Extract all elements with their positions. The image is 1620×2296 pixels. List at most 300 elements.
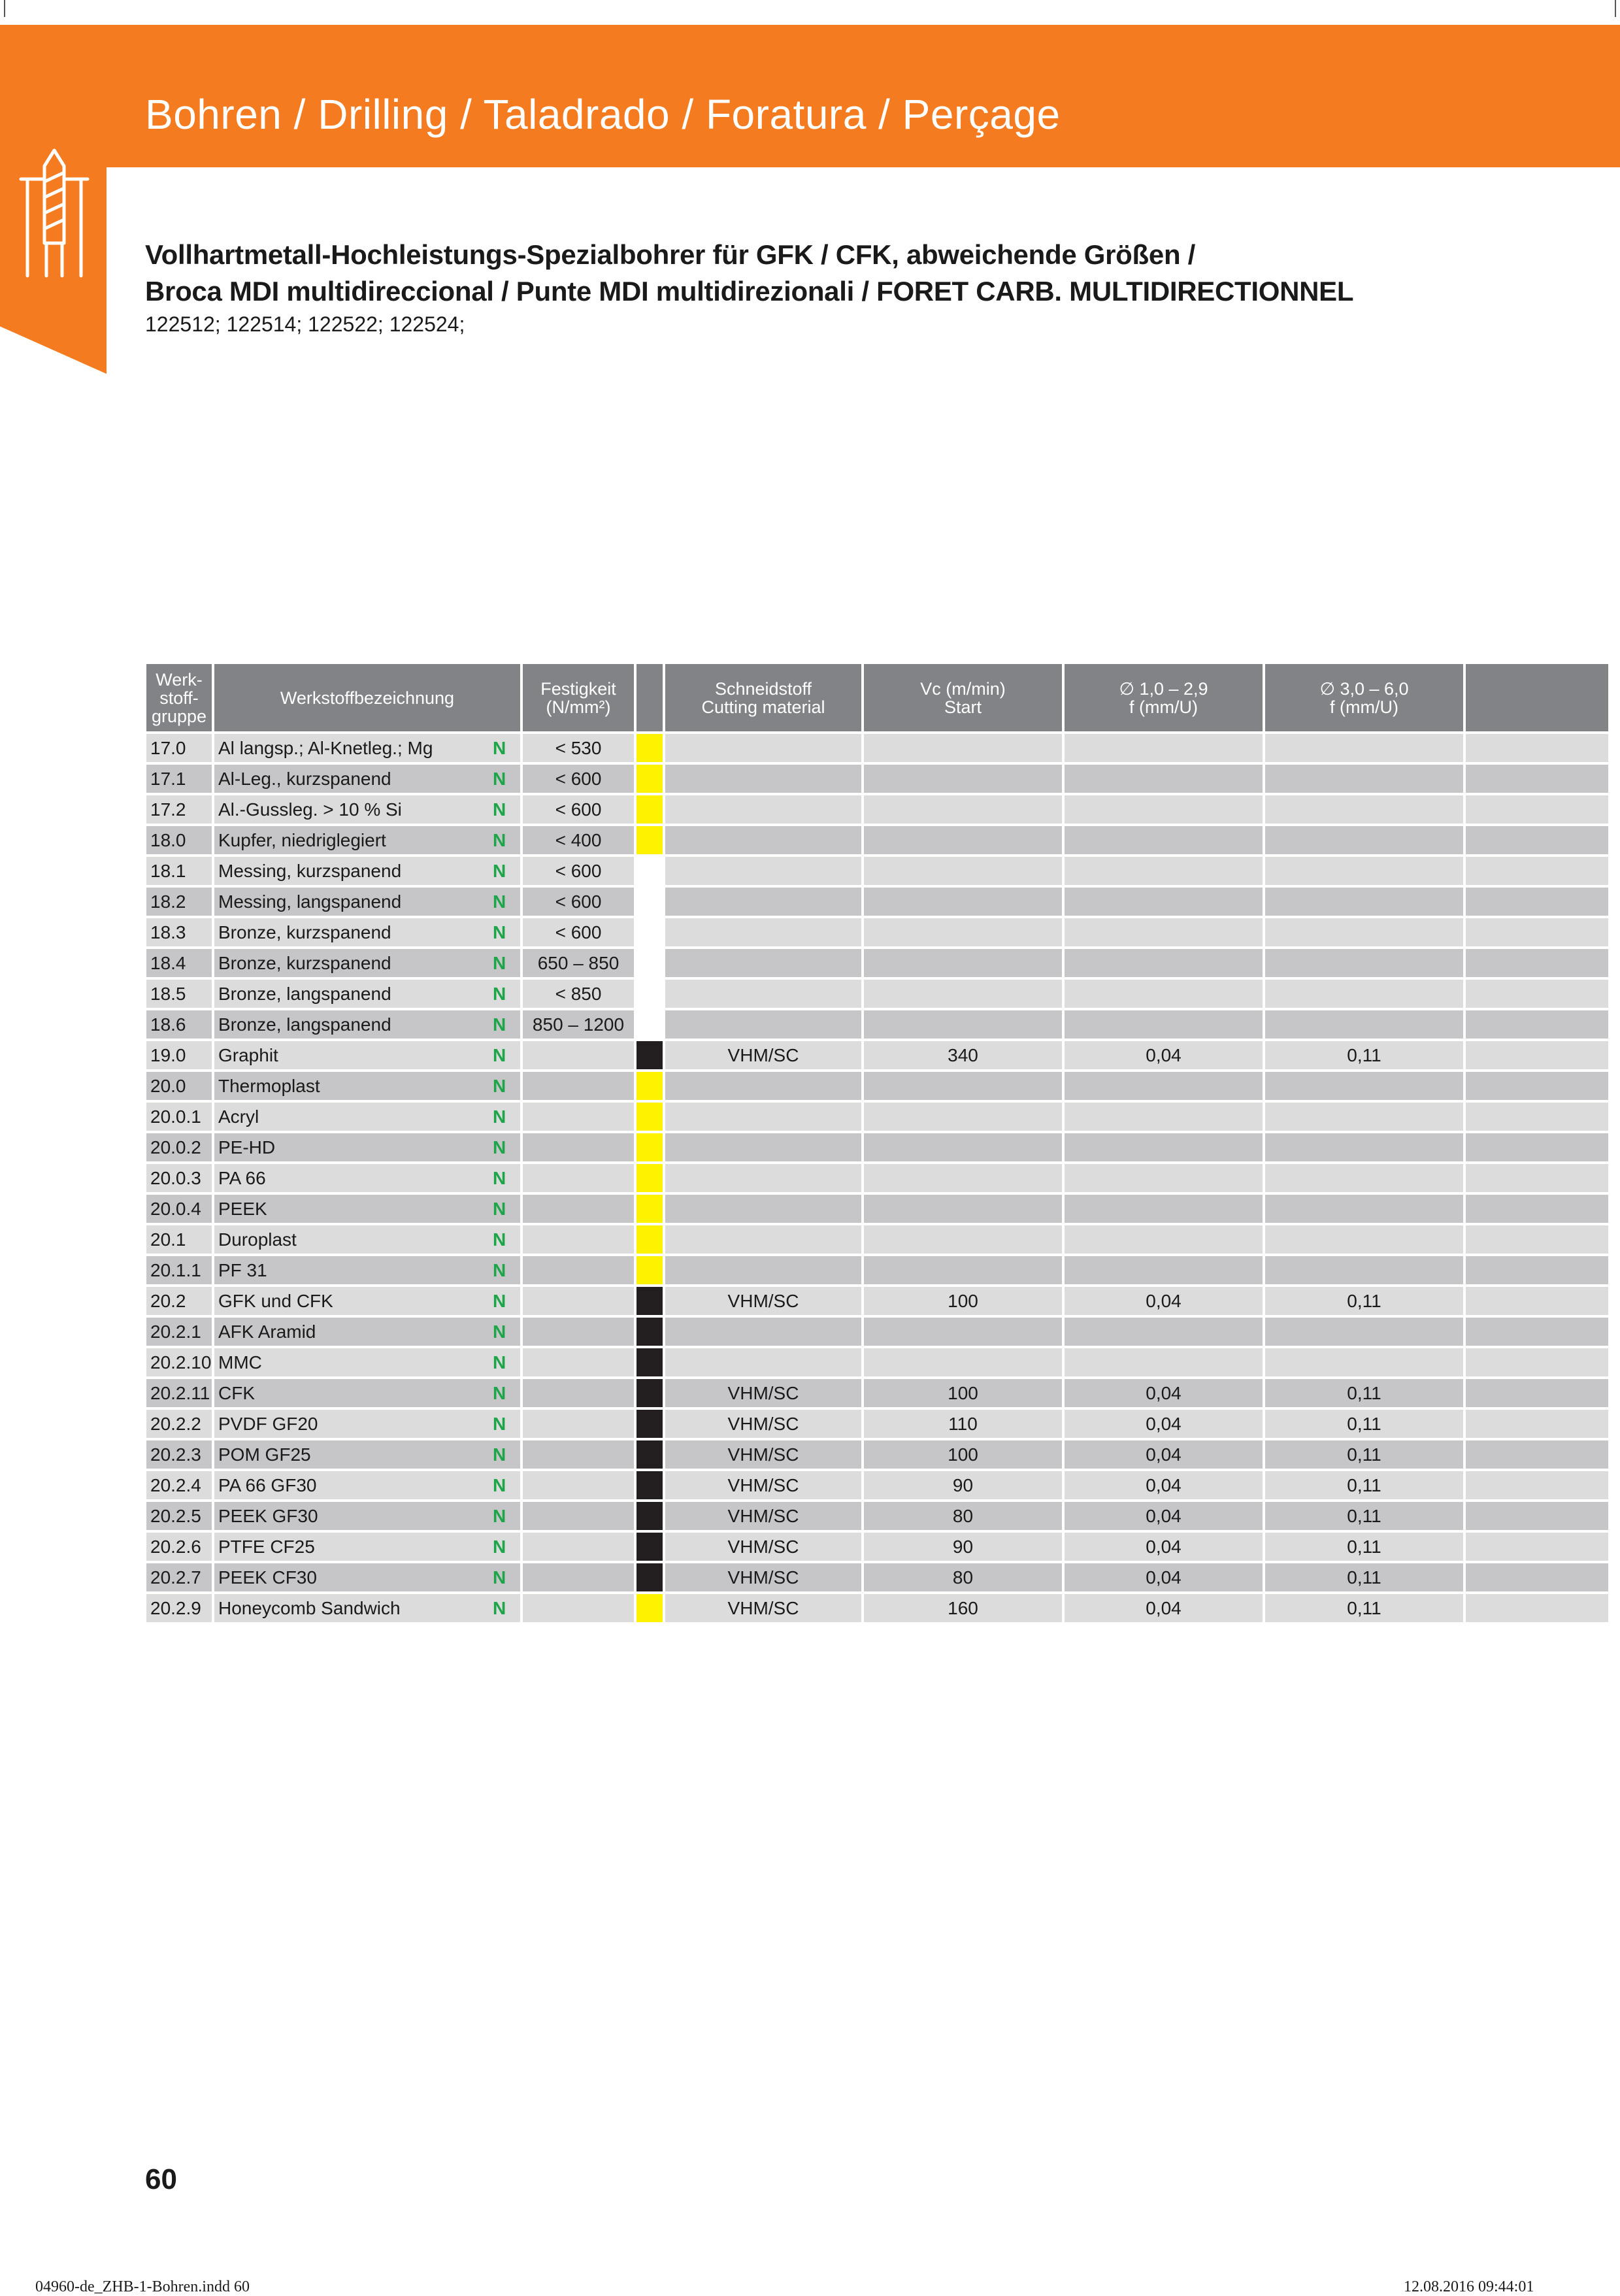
material-group-cell: 18.1 <box>146 857 212 885</box>
feed-small-cell <box>1065 1256 1263 1284</box>
cutting-speed-cell: 100 <box>864 1379 1062 1407</box>
material-name-cell <box>214 1225 520 1254</box>
material-name: PVDF GF20 <box>218 1413 318 1434</box>
crop-mark-left <box>0 0 5 17</box>
material-group-cell: 20.2.1 <box>146 1318 212 1346</box>
cutting-material-cell <box>665 1256 861 1284</box>
table-row <box>146 1041 1608 1069</box>
suitability-indicator <box>636 1348 663 1376</box>
material-name-cell <box>214 1318 520 1346</box>
material-name-cell <box>214 1440 520 1469</box>
material-name: Bronze, langspanend <box>218 1014 391 1035</box>
material-group-cell: 20.0.4 <box>146 1195 212 1223</box>
cutting-speed-cell <box>864 826 1062 854</box>
material-class-badge: N <box>493 1259 506 1280</box>
material-name-cell <box>214 826 520 854</box>
material-group-cell: 20.1.1 <box>146 1256 212 1284</box>
material-group-cell: 17.2 <box>146 795 212 824</box>
cutting-speed-cell <box>864 1103 1062 1131</box>
feed-large-cell <box>1265 888 1463 916</box>
cutting-speed-cell <box>864 765 1062 793</box>
empty-cell <box>1466 1533 1608 1561</box>
material-name: PE-HD <box>218 1137 276 1157</box>
feed-large-cell: 0,11 <box>1265 1440 1463 1469</box>
empty-cell <box>1466 1133 1608 1161</box>
cutting-speed-cell <box>864 734 1062 762</box>
material-class-badge: N <box>493 799 506 820</box>
empty-cell <box>1466 1471 1608 1499</box>
header-indicator <box>636 664 663 731</box>
empty-cell <box>1466 1041 1608 1069</box>
material-name: Thermoplast <box>218 1075 320 1096</box>
material-name-cell <box>214 1164 520 1192</box>
table-row <box>146 1225 1608 1254</box>
table-row <box>146 1318 1608 1346</box>
empty-cell <box>1466 1594 1608 1622</box>
material-name-cell <box>214 1287 520 1315</box>
table-row <box>146 857 1608 885</box>
material-class-badge: N <box>493 1044 506 1065</box>
cutting-speed-cell <box>864 857 1062 885</box>
feed-small-cell: 0,04 <box>1065 1041 1263 1069</box>
empty-cell <box>1466 1502 1608 1530</box>
feed-large-cell <box>1265 857 1463 885</box>
feed-large-cell <box>1265 1010 1463 1039</box>
material-name-cell <box>214 888 520 916</box>
print-timestamp: 12.08.2016 09:44:01 <box>1404 2278 1534 2295</box>
material-name-cell <box>214 1594 520 1622</box>
material-class-badge: N <box>493 1229 506 1250</box>
suitability-indicator <box>636 980 663 1008</box>
material-group-cell: 17.1 <box>146 765 212 793</box>
material-class-badge: N <box>493 1505 506 1526</box>
material-name: Bronze, kurzspanend <box>218 952 391 973</box>
empty-cell <box>1466 765 1608 793</box>
table-row <box>146 765 1608 793</box>
section-title: Bohren / Drilling / Taladrado / Foratura / Perçage <box>145 91 1061 138</box>
material-class-badge: N <box>493 891 506 912</box>
feed-large-cell <box>1265 734 1463 762</box>
material-name-cell <box>214 1379 520 1407</box>
table-row <box>146 1533 1608 1561</box>
material-name: Al langsp.; Al-Knetleg.; Mg <box>218 737 433 758</box>
table-row <box>146 1287 1608 1315</box>
feed-small-cell <box>1065 1348 1263 1376</box>
header-feed-small-diameter: ∅ 1,0 – 2,9 f (mm/U) <box>1065 664 1263 731</box>
empty-cell <box>1466 1010 1608 1039</box>
feed-small-cell: 0,04 <box>1065 1440 1263 1469</box>
material-name-cell <box>214 1533 520 1561</box>
empty-cell <box>1466 1195 1608 1223</box>
strength-cell <box>523 1256 634 1284</box>
material-group-cell: 20.2.7 <box>146 1563 212 1591</box>
material-class-badge: N <box>493 1444 506 1465</box>
cutting-material-cell <box>665 765 861 793</box>
material-name: PEEK GF30 <box>218 1505 318 1526</box>
feed-small-cell: 0,04 <box>1065 1410 1263 1438</box>
material-group-cell: 20.2.6 <box>146 1533 212 1561</box>
table-row <box>146 1594 1608 1622</box>
page-number: 60 <box>145 2163 177 2195</box>
cutting-speed-cell: 100 <box>864 1440 1062 1469</box>
material-name-cell <box>214 857 520 885</box>
material-name: Bronze, langspanend <box>218 983 391 1004</box>
cutting-material-cell: VHM/SC <box>665 1563 861 1591</box>
feed-large-cell: 0,11 <box>1265 1471 1463 1499</box>
suitability-indicator <box>636 765 663 793</box>
cutting-material-cell <box>665 1133 861 1161</box>
strength-cell <box>523 1502 634 1530</box>
strength-cell <box>523 1041 634 1069</box>
material-group-cell: 20.1 <box>146 1225 212 1254</box>
material-class-badge: N <box>493 829 506 850</box>
feed-large-cell: 0,11 <box>1265 1379 1463 1407</box>
material-name-cell <box>214 949 520 977</box>
suitability-indicator <box>636 1379 663 1407</box>
suitability-indicator <box>636 1103 663 1131</box>
material-group-cell: 20.2.10 <box>146 1348 212 1376</box>
feed-small-cell: 0,04 <box>1065 1287 1263 1315</box>
product-heading-line1: Vollhartmetall-Hochleistungs-Spezialbohrer für GFK / CFK, abweichende Größen / <box>145 239 1196 270</box>
material-name: Messing, kurzspanend <box>218 860 402 881</box>
cutting-speed-cell <box>864 1133 1062 1161</box>
material-group-cell: 18.3 <box>146 918 212 946</box>
drill-bit-icon <box>18 148 90 282</box>
material-group-cell: 19.0 <box>146 1041 212 1069</box>
strength-cell <box>523 1471 634 1499</box>
feed-small-cell <box>1065 826 1263 854</box>
material-class-badge: N <box>493 1474 506 1495</box>
suitability-indicator <box>636 1533 663 1561</box>
material-name: PA 66 GF30 <box>218 1474 317 1495</box>
material-name-cell <box>214 1256 520 1284</box>
material-name-cell <box>214 1502 520 1530</box>
header-strength: Festigkeit (N/mm²) <box>523 664 634 731</box>
empty-cell <box>1466 918 1608 946</box>
empty-cell <box>1466 1072 1608 1100</box>
feed-small-cell <box>1065 857 1263 885</box>
material-class-badge: N <box>493 1413 506 1434</box>
feed-small-cell <box>1065 734 1263 762</box>
material-name-cell <box>214 1348 520 1376</box>
material-group-cell: 18.5 <box>146 980 212 1008</box>
feed-large-cell <box>1265 980 1463 1008</box>
header-empty <box>1466 664 1608 731</box>
strength-cell <box>523 1287 634 1315</box>
strength-cell <box>523 1563 634 1591</box>
material-name: Honeycomb Sandwich <box>218 1597 401 1618</box>
empty-cell <box>1466 1348 1608 1376</box>
feed-large-cell <box>1265 1072 1463 1100</box>
material-class-badge: N <box>493 1290 506 1311</box>
suitability-indicator <box>636 1440 663 1469</box>
strength-cell: < 850 <box>523 980 634 1008</box>
material-name: Duroplast <box>218 1229 297 1250</box>
table-row <box>146 949 1608 977</box>
suitability-indicator <box>636 1072 663 1100</box>
cutting-material-cell: VHM/SC <box>665 1410 861 1438</box>
material-name: Kupfer, niedriglegiert <box>218 829 386 850</box>
feed-large-cell: 0,11 <box>1265 1041 1463 1069</box>
material-class-badge: N <box>493 1597 506 1618</box>
material-class-badge: N <box>493 1198 506 1219</box>
table-row <box>146 1471 1608 1499</box>
cutting-material-cell <box>665 1164 861 1192</box>
header-material-designation: Werkstoffbezeichnung <box>214 664 520 731</box>
strength-cell: < 600 <box>523 888 634 916</box>
feed-small-cell <box>1065 1225 1263 1254</box>
feed-small-cell: 0,04 <box>1065 1379 1263 1407</box>
file-info: 04960-de_ZHB-1-Bohren.indd 60 <box>35 2278 250 2295</box>
strength-cell: < 600 <box>523 857 634 885</box>
table-row <box>146 1440 1608 1469</box>
cutting-speed-cell: 80 <box>864 1502 1062 1530</box>
cutting-material-cell <box>665 888 861 916</box>
cutting-speed-cell: 90 <box>864 1471 1062 1499</box>
material-name-cell <box>214 1410 520 1438</box>
table-row <box>146 1103 1608 1131</box>
material-name: Bronze, kurzspanend <box>218 922 391 942</box>
material-name-cell <box>214 1072 520 1100</box>
table-row <box>146 1348 1608 1376</box>
cutting-data-table <box>144 661 1611 1625</box>
suitability-indicator <box>636 1256 663 1284</box>
table-row <box>146 1195 1608 1223</box>
strength-cell <box>523 1225 634 1254</box>
crop-mark-right <box>1615 0 1620 17</box>
empty-cell <box>1466 888 1608 916</box>
material-group-cell: 20.2.3 <box>146 1440 212 1469</box>
material-name-cell <box>214 1103 520 1131</box>
table-row <box>146 734 1608 762</box>
cutting-speed-cell: 90 <box>864 1533 1062 1561</box>
material-class-badge: N <box>493 737 506 758</box>
cutting-speed-cell <box>864 980 1062 1008</box>
suitability-indicator <box>636 918 663 946</box>
cutting-material-cell <box>665 1195 861 1223</box>
empty-cell <box>1466 795 1608 824</box>
cutting-speed-cell <box>864 1318 1062 1346</box>
feed-small-cell <box>1065 888 1263 916</box>
material-class-badge: N <box>493 1075 506 1096</box>
strength-cell <box>523 1195 634 1223</box>
cutting-speed-cell <box>864 1010 1062 1039</box>
empty-cell <box>1466 826 1608 854</box>
strength-cell: < 600 <box>523 795 634 824</box>
cutting-material-cell: VHM/SC <box>665 1502 861 1530</box>
feed-large-cell: 0,11 <box>1265 1502 1463 1530</box>
product-heading <box>145 237 1353 310</box>
material-name-cell <box>214 1010 520 1039</box>
cutting-material-cell: VHM/SC <box>665 1471 861 1499</box>
cutting-material-cell <box>665 826 861 854</box>
strength-cell: < 600 <box>523 765 634 793</box>
feed-large-cell: 0,11 <box>1265 1594 1463 1622</box>
cutting-material-cell <box>665 1072 861 1100</box>
cutting-material-cell: VHM/SC <box>665 1287 861 1315</box>
article-numbers: 122512; 122514; 122522; 122524; <box>145 312 465 336</box>
cutting-speed-cell: 340 <box>864 1041 1062 1069</box>
strength-cell: < 400 <box>523 826 634 854</box>
material-class-badge: N <box>493 1536 506 1557</box>
material-class-badge: N <box>493 922 506 942</box>
strength-cell: 650 – 850 <box>523 949 634 977</box>
material-name: Graphit <box>218 1044 278 1065</box>
table-row <box>146 1072 1608 1100</box>
empty-cell <box>1466 1287 1608 1315</box>
suitability-indicator <box>636 1318 663 1346</box>
material-name: Acryl <box>218 1106 259 1127</box>
strength-cell <box>523 1594 634 1622</box>
material-name: Al-Leg., kurzspanend <box>218 768 391 789</box>
feed-small-cell <box>1065 949 1263 977</box>
suitability-indicator <box>636 1287 663 1315</box>
material-name-cell <box>214 1471 520 1499</box>
material-group-cell: 18.4 <box>146 949 212 977</box>
strength-cell <box>523 1348 634 1376</box>
feed-large-cell: 0,11 <box>1265 1287 1463 1315</box>
material-group-cell: 20.2.5 <box>146 1502 212 1530</box>
strength-cell <box>523 1133 634 1161</box>
feed-small-cell <box>1065 980 1263 1008</box>
cutting-material-cell: VHM/SC <box>665 1594 861 1622</box>
strength-cell <box>523 1103 634 1131</box>
cutting-material-cell: VHM/SC <box>665 1440 861 1469</box>
cutting-material-cell: VHM/SC <box>665 1379 861 1407</box>
cutting-material-cell <box>665 857 861 885</box>
material-name: MMC <box>218 1352 262 1373</box>
material-name: AFK Aramid <box>218 1321 316 1342</box>
feed-large-cell: 0,11 <box>1265 1533 1463 1561</box>
feed-small-cell: 0,04 <box>1065 1502 1263 1530</box>
table-row <box>146 826 1608 854</box>
cutting-speed-cell <box>864 1348 1062 1376</box>
cutting-material-cell <box>665 949 861 977</box>
material-name-cell <box>214 1133 520 1161</box>
feed-large-cell: 0,11 <box>1265 1563 1463 1591</box>
feed-small-cell <box>1065 1195 1263 1223</box>
feed-large-cell <box>1265 1348 1463 1376</box>
feed-large-cell <box>1265 1164 1463 1192</box>
material-group-cell: 20.2.2 <box>146 1410 212 1438</box>
table-row <box>146 1133 1608 1161</box>
suitability-indicator <box>636 795 663 824</box>
material-class-badge: N <box>493 952 506 973</box>
material-group-cell: 18.6 <box>146 1010 212 1039</box>
strength-cell <box>523 1072 634 1100</box>
empty-cell <box>1466 1318 1608 1346</box>
material-name: POM GF25 <box>218 1444 311 1465</box>
material-group-cell: 20.0.2 <box>146 1133 212 1161</box>
material-group-cell: 20.2.9 <box>146 1594 212 1622</box>
material-name-cell <box>214 980 520 1008</box>
strength-cell <box>523 1410 634 1438</box>
material-group-cell: 20.0 <box>146 1072 212 1100</box>
empty-cell <box>1466 1256 1608 1284</box>
cutting-material-cell <box>665 1010 861 1039</box>
feed-small-cell <box>1065 1164 1263 1192</box>
feed-large-cell <box>1265 1225 1463 1254</box>
suitability-indicator <box>636 1225 663 1254</box>
suitability-indicator <box>636 1041 663 1069</box>
feed-small-cell: 0,04 <box>1065 1471 1263 1499</box>
feed-large-cell <box>1265 765 1463 793</box>
empty-cell <box>1466 857 1608 885</box>
feed-small-cell <box>1065 795 1263 824</box>
table-body <box>146 734 1608 1622</box>
feed-large-cell <box>1265 1256 1463 1284</box>
suitability-indicator <box>636 734 663 762</box>
cutting-material-cell <box>665 795 861 824</box>
cutting-material-cell <box>665 1103 861 1131</box>
cutting-speed-cell <box>864 1195 1062 1223</box>
feed-large-cell <box>1265 949 1463 977</box>
material-class-badge: N <box>493 1167 506 1188</box>
feed-large-cell <box>1265 1103 1463 1131</box>
material-name: CFK <box>218 1382 255 1403</box>
material-class-badge: N <box>493 1321 506 1342</box>
material-name: PEEK <box>218 1198 267 1219</box>
material-group-cell: 18.2 <box>146 888 212 916</box>
cutting-material-cell <box>665 734 861 762</box>
material-name: Messing, langspanend <box>218 891 402 912</box>
feed-small-cell <box>1065 1010 1263 1039</box>
suitability-indicator <box>636 1471 663 1499</box>
cutting-speed-cell: 110 <box>864 1410 1062 1438</box>
material-name-cell <box>214 795 520 824</box>
strength-cell: < 600 <box>523 918 634 946</box>
cutting-speed-cell <box>864 1225 1062 1254</box>
table-row <box>146 888 1608 916</box>
cutting-speed-cell <box>864 1072 1062 1100</box>
material-group-cell: 20.2 <box>146 1287 212 1315</box>
material-class-badge: N <box>493 1352 506 1373</box>
material-class-badge: N <box>493 768 506 789</box>
table-row <box>146 1379 1608 1407</box>
feed-small-cell: 0,04 <box>1065 1563 1263 1591</box>
cutting-material-cell <box>665 1225 861 1254</box>
suitability-indicator <box>636 1133 663 1161</box>
header-cutting-speed: Vc (m/min) Start <box>864 664 1062 731</box>
table-row <box>146 795 1608 824</box>
feed-small-cell <box>1065 1133 1263 1161</box>
material-class-badge: N <box>493 983 506 1004</box>
feed-large-cell: 0,11 <box>1265 1410 1463 1438</box>
suitability-indicator <box>636 1164 663 1192</box>
strength-cell <box>523 1164 634 1192</box>
empty-cell <box>1466 980 1608 1008</box>
suitability-indicator <box>636 857 663 885</box>
cutting-material-cell <box>665 1318 861 1346</box>
strength-cell <box>523 1379 634 1407</box>
feed-small-cell: 0,04 <box>1065 1594 1263 1622</box>
table-row <box>146 1164 1608 1192</box>
suitability-indicator <box>636 1594 663 1622</box>
material-group-cell: 18.0 <box>146 826 212 854</box>
table-row <box>146 1010 1608 1039</box>
cutting-speed-cell: 160 <box>864 1594 1062 1622</box>
material-name-cell <box>214 918 520 946</box>
material-group-cell: 17.0 <box>146 734 212 762</box>
empty-cell <box>1466 1103 1608 1131</box>
material-class-badge: N <box>493 1014 506 1035</box>
feed-large-cell <box>1265 1195 1463 1223</box>
cutting-speed-cell <box>864 949 1062 977</box>
material-name: PTFE CF25 <box>218 1536 315 1557</box>
empty-cell <box>1466 1379 1608 1407</box>
cutting-material-cell: VHM/SC <box>665 1533 861 1561</box>
material-class-badge: N <box>493 860 506 881</box>
